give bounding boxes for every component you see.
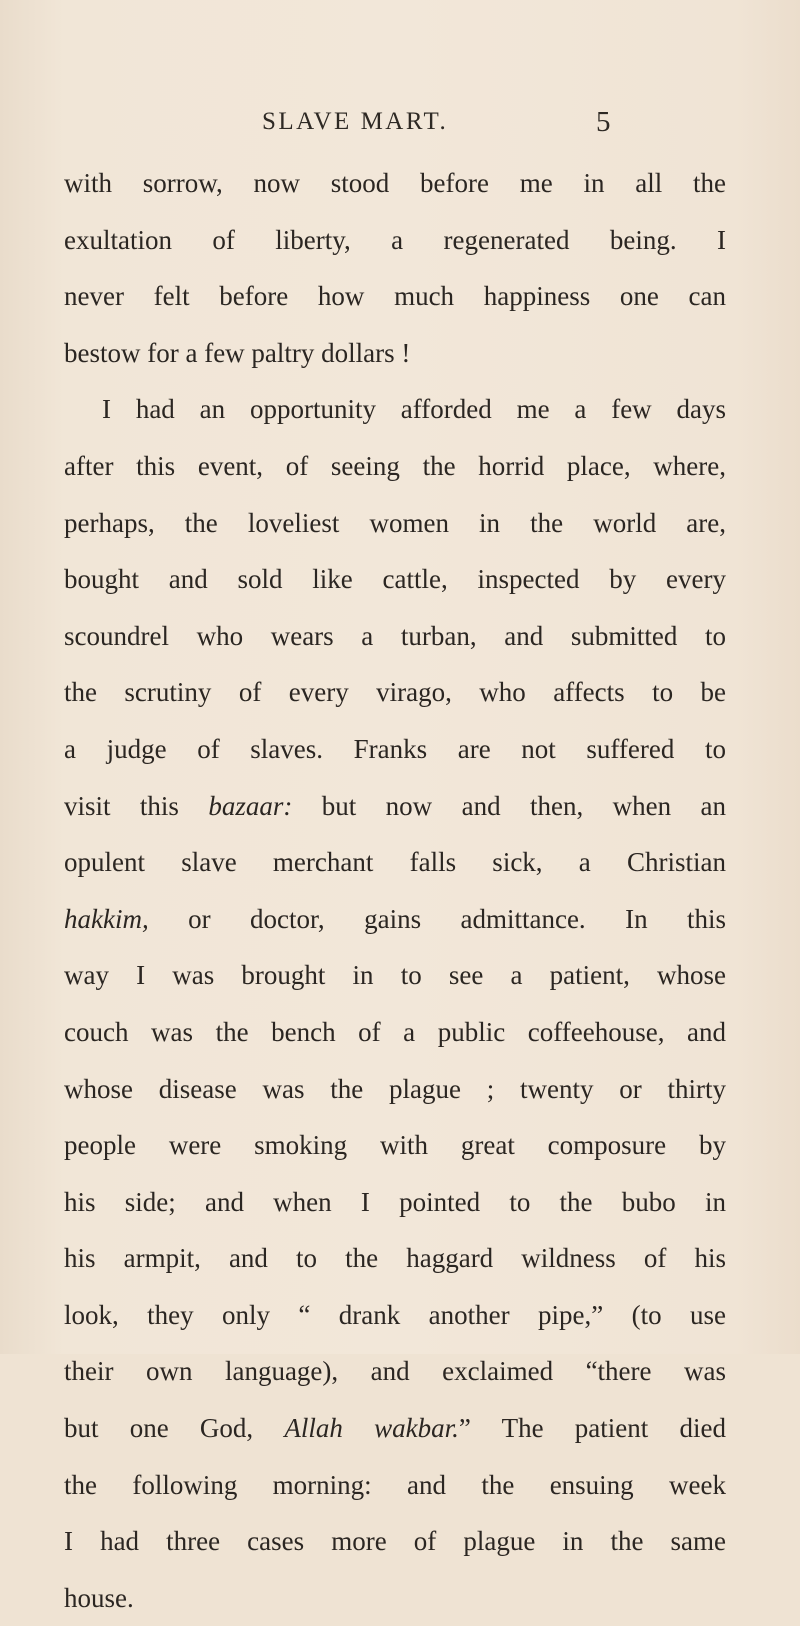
text-line: I had three cases more of plague in the same <box>64 1526 726 1557</box>
running-head: SLAVE MART. <box>262 108 449 135</box>
text-line: the following morning: and the ensuing week <box>64 1469 726 1500</box>
text-line: never felt before how much happiness one can <box>64 281 726 312</box>
italic-term: hakkim, <box>64 903 149 934</box>
text-line: exultation of liberty, a regenerated being. I <box>64 224 726 255</box>
page-header <box>0 108 800 148</box>
text-line: visit this bazaar: but now and then, when an <box>64 790 726 821</box>
body-text <box>64 155 726 1626</box>
paragraph-start-line: I had an opportunity afforded me a few days <box>102 394 726 425</box>
text-line: couch was the bench of a public coffeehouse, and <box>64 1016 726 1047</box>
text-line: a judge of slaves. Franks are not suffered to <box>64 733 726 764</box>
italic-term: bazaar: <box>208 790 293 821</box>
text-line: look, they only “ drank another pipe,” (to use <box>64 1299 726 1330</box>
text-line: people were smoking with great composure by <box>64 1130 726 1161</box>
text-line: hakkim, or doctor, gains admittance. In this <box>64 903 726 934</box>
text-line: whose disease was the plague ; twenty or thirty <box>64 1073 726 1104</box>
page-number: 5 <box>596 106 611 138</box>
text-line: his side; and when I pointed to the bubo in <box>64 1186 726 1217</box>
text-line: perhaps, the loveliest women in the world are, <box>64 507 726 538</box>
italic-term: Allah wakbar. <box>284 1413 459 1444</box>
text-line: the scrutiny of every virago, who affects to be <box>64 677 726 708</box>
text-line: bought and sold like cattle, inspected by every <box>64 564 726 595</box>
text-line: bestow for a few paltry dollars ! <box>64 337 411 368</box>
text-line: after this event, of seeing the horrid place, where, <box>64 450 726 481</box>
text-line: way I was brought in to see a patient, whose <box>64 960 726 991</box>
text-line: with sorrow, now stood before me in all the <box>64 168 726 198</box>
text-line: opulent slave merchant falls sick, a Christian <box>64 847 726 878</box>
text-line: but one God, Allah wakbar.” The patient died <box>64 1413 726 1444</box>
text-line: his armpit, and to the haggard wildness of his <box>64 1243 726 1274</box>
text-line: their own language), and exclaimed “there was <box>64 1356 726 1387</box>
text-line: house. <box>64 1582 134 1613</box>
text-line: scoundrel who wears a turban, and submitted to <box>64 620 726 651</box>
